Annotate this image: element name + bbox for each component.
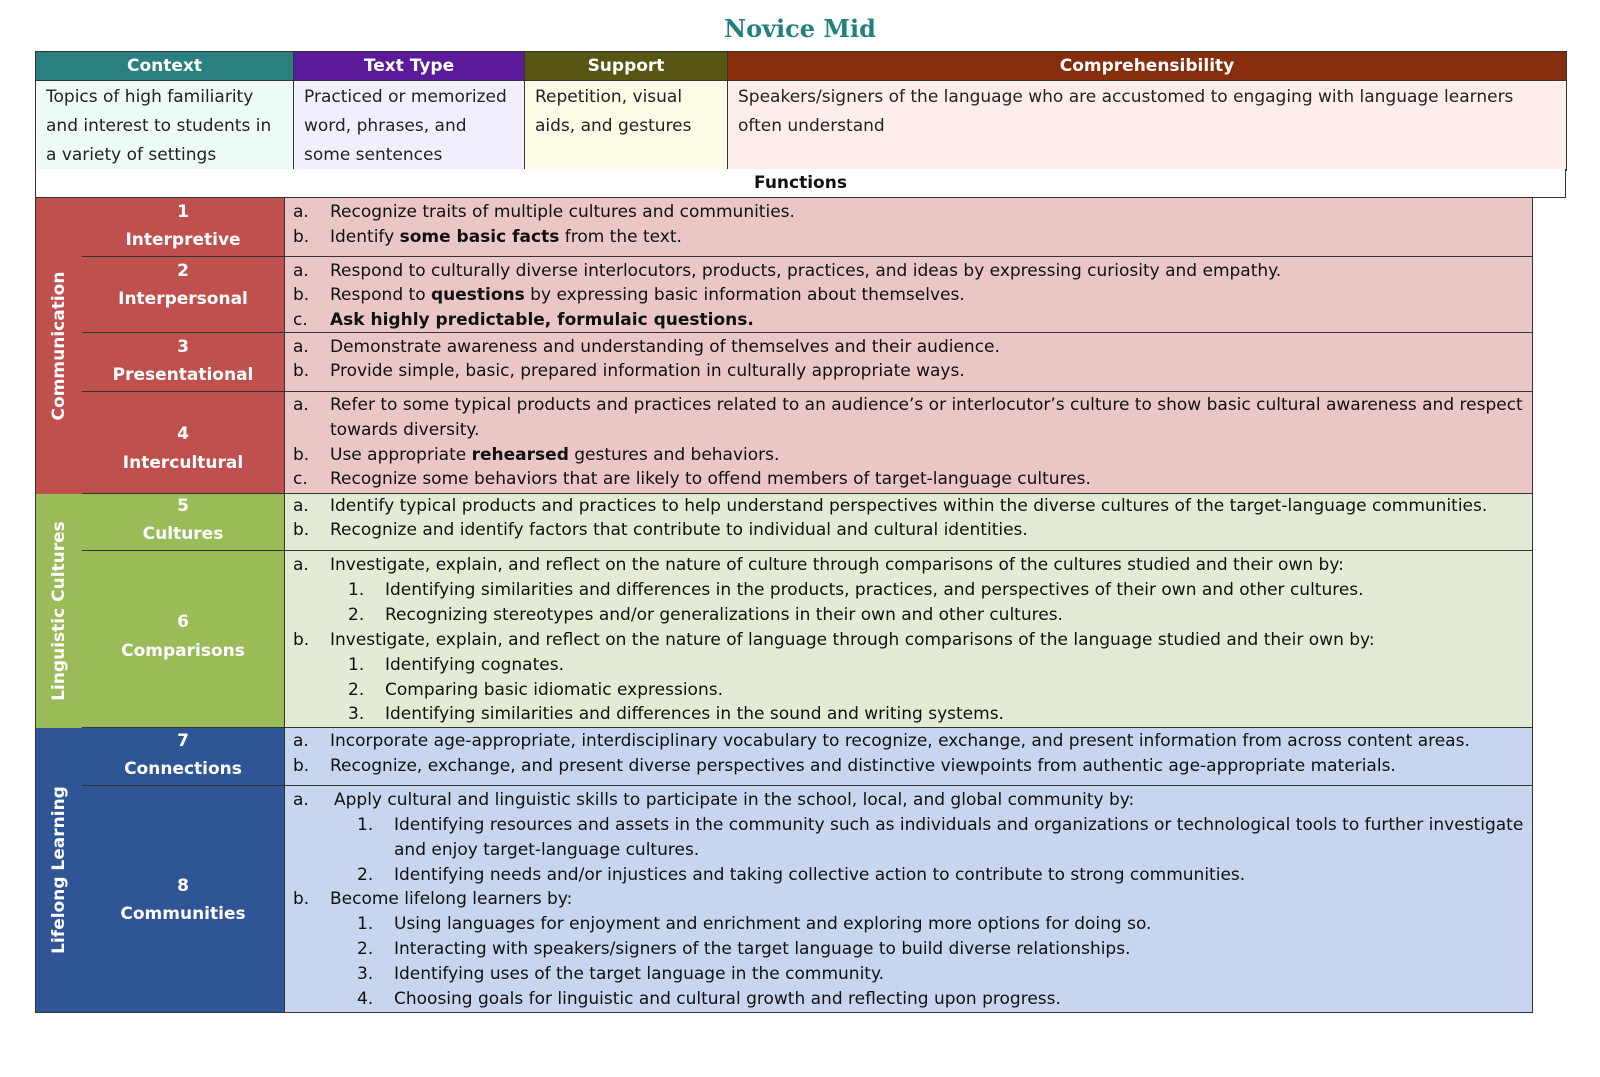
mode-comparisons <box>82 551 285 728</box>
group-label-linguistic-cultures: Linguistic Cultures <box>49 521 69 701</box>
mode-interpersonal <box>82 257 285 333</box>
description-row <box>36 81 1567 171</box>
functions-communities: a. Apply cultural and linguistic skills to participate in the school, local, and global community by: 1. Identifying resources and assets in the community such as individuals and organizations or technological tools to further investigate and enjoy target-language cultures. 2. Identifying needs and/or injustices and taking collective action to contribute to strong communities. b. Become lifelong learners by: 1. Using languages for enjoyment and enrichment and exploring more options for doing so. 2. Interacting with speakers/signers of the target language to build diverse relationships. 3. Identifying uses of the target language in the community. 4. Choosing goals for linguistic and cultural growth and reflecting upon progress. <box>285 786 1533 1013</box>
mode-name: Communities <box>120 904 246 924</box>
mode-number: 5 <box>177 496 189 516</box>
mode-number: 4 <box>177 424 189 444</box>
group-lifelong-learning <box>35 728 83 1013</box>
context-description: Topics of high familiarity and interest to students in a variety of settings <box>36 81 294 171</box>
mode-connections <box>82 728 285 786</box>
mode-name: Comparisons <box>121 641 245 661</box>
text-type-description: Practiced or memorized word, phrases, and some sentences <box>294 81 525 171</box>
functions-comparisons: a. Investigate, explain, and reflect on the nature of culture through comparisons of the cultures studied and their own by: 1. Identifying similarities and differences in the products, practices, and perspectives of their own and other cultures. 2. Recognizing stereotypes and/or generalizations in their own and other cultures. b. Investigate, explain, and reflect on the nature of language through comparisons of the language studied and their own by: 1. Identifying cognates. 2. Comparing basic idiomatic expressions. 3. Identifying similarities and differences in the sound and writing systems. <box>285 551 1533 728</box>
group-communication <box>35 198 83 495</box>
column-header-comprehensibility: Comprehensibility <box>728 52 1567 81</box>
mode-interpretive <box>82 198 285 257</box>
header-row <box>36 52 1567 81</box>
functions-heading: Functions <box>35 169 1566 198</box>
functions-interpersonal: a. Respond to culturally diverse interlocutors, products, practices, and ideas by expressing curiosity and empathy. b. Respond to questions by expressing basic information about themselves. c. Ask highly predictable, formulaic questions. <box>285 257 1533 333</box>
support-description: Repetition, visual aids, and gestures <box>525 81 728 171</box>
mode-name: Interpersonal <box>118 289 248 309</box>
page-title: Novice Mid <box>724 14 876 43</box>
group-label-communication: Communication <box>49 271 69 421</box>
mode-name: Presentational <box>112 365 254 385</box>
mode-number: 2 <box>177 261 189 281</box>
comprehensibility-description: Speakers/signers of the language who are accustomed to engaging with language learners often understand <box>728 81 1567 171</box>
column-header-support: Support <box>525 52 728 81</box>
mode-name: Interpretive <box>125 230 241 250</box>
functions-interpretive: a. Recognize traits of multiple cultures and communities. b. Identify some basic facts from the text. <box>285 198 1533 257</box>
mode-communities <box>82 786 285 1013</box>
mode-presentational <box>82 333 285 392</box>
mode-number: 6 <box>177 612 189 632</box>
functions-intercultural: a. Refer to some typical products and practices related to an audience’s or interlocutor’s culture to show basic cultural awareness and respect towards diversity. b. Use appropriate rehearsed gestures and behaviors. c. Recognize some behaviors that are likely to offend members of target-language cultures. <box>285 392 1533 494</box>
functions-cultures: a. Identify typical products and practices to help understand perspectives within the diverse cultures of the target-language communities. b. Recognize and identify factors that contribute to individual and cultural identities. <box>285 494 1533 551</box>
mode-number: 7 <box>177 731 189 751</box>
group-linguistic-cultures <box>35 494 83 729</box>
mode-name: Cultures <box>142 524 224 544</box>
group-label-lifelong-learning: Lifelong Learning <box>49 786 69 954</box>
level-header-table <box>35 51 1567 171</box>
mode-number: 1 <box>177 202 189 222</box>
mode-number: 8 <box>177 876 189 896</box>
mode-number: 3 <box>177 337 189 357</box>
mode-name: Intercultural <box>122 453 244 473</box>
functions-connections: a. Incorporate age-appropriate, interdisciplinary vocabulary to recognize, exchange, and present information from across content areas. b. Recognize, exchange, and present diverse perspectives and distinctive viewpoints from authentic age-appropriate materials. <box>285 728 1533 786</box>
mode-intercultural <box>82 392 285 494</box>
mode-cultures <box>82 494 285 551</box>
mode-name: Connections <box>124 759 242 779</box>
column-header-context: Context <box>36 52 294 81</box>
column-header-text-type: Text Type <box>294 52 525 81</box>
functions-presentational: a. Demonstrate awareness and understanding of themselves and their audience. b. Provide simple, basic, prepared information in culturally appropriate ways. <box>285 333 1533 392</box>
